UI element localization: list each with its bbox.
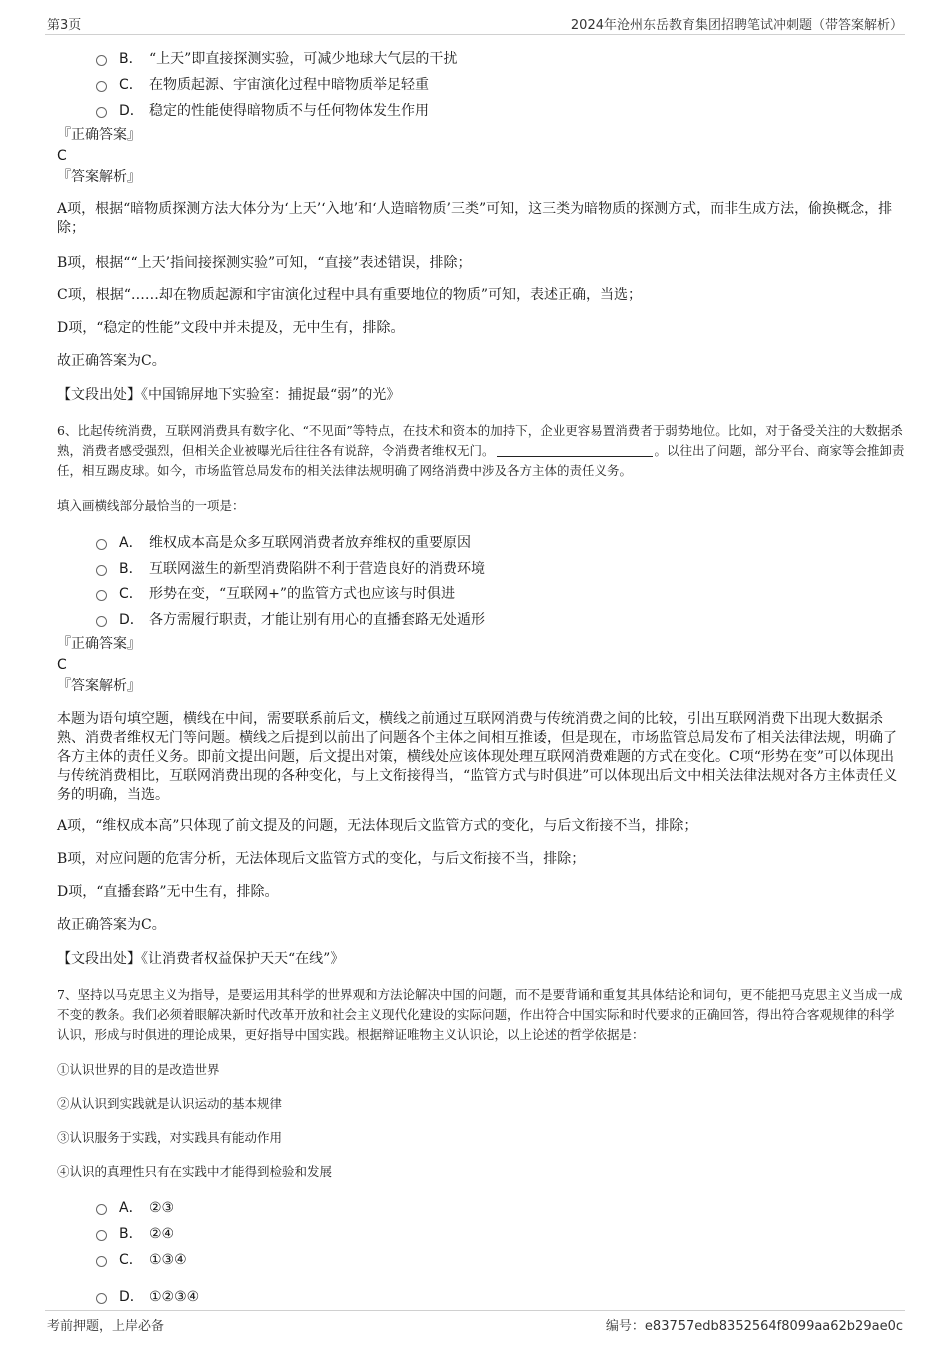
document-id: 编号：e83757edb8352564f8099aa62b29ae0c [605,1319,903,1334]
page-footer [45,1310,905,1339]
q6-answer: C [57,657,67,673]
q7-item-3: ③认识服务于实践，对实践具有能动作用 [57,1130,283,1145]
q5-answer-label: 『正确答案』 [57,127,141,143]
q5-analysis-d: D项，“稳定的性能”文段中并未提及，无中生有，排除。 [57,320,405,336]
footer-slogan: 考前押题，上岸必备 [47,1319,165,1334]
page-header [45,14,905,35]
radio-icon[interactable] [96,616,107,627]
radio-icon[interactable] [96,590,107,601]
radio-icon[interactable] [96,1204,107,1215]
q7-option-b[interactable]: B． ②④ [96,1223,174,1243]
q6-analysis-a: A项，“维权成本高”只体现了前文提及的问题，无法体现后文监管方式的变化，与后文衔接不当，排除； [57,818,698,834]
q5-analysis-label: 『答案解析』 [57,169,141,185]
q5-option-c[interactable]: C． 在物质起源、宇宙演化过程中暗物质举足轻重 [96,74,429,94]
q5-analysis-b: B项，根据““上天’指间接探测实验”可知，“直接”表述错误，排除； [57,255,472,271]
q5-conclusion: 故正确答案为C。 [57,353,166,369]
q7-option-d[interactable]: D． ①②③④ [96,1286,199,1306]
radio-icon[interactable] [96,107,107,118]
radio-icon[interactable] [96,1230,107,1241]
q6-analysis-label: 『答案解析』 [57,678,141,694]
q5-answer: C [57,148,67,164]
q5-analysis-c: C项，根据“……却在物质起源和宇宙演化过程中具有重要地位的物质”可知，表述正确，当选； [57,287,643,303]
q7-stem: 7、坚持以马克思主义为指导，是要运用其科学的世界观和方法论解决中国的问题，而不是要背诵和重复其具体结论和词句，更不能把马克思主义当成一成不变的教条。我们必须着眼解决新时代改革开放和社会主义现代化建设的实际问题，作出符合中国实际和时代要求的正确回答，得出符合客观规律的科学认识，形成与时俱进的理论成果，更好指导中国实践。根据辩证唯物主义认识论，以上论述的哲学依据是： [57,987,903,1042]
q5-option-b[interactable]: B． “上天”即直接探测实验，可减少地球大气层的干扰 [96,48,457,68]
q5-source: 【文段出处】《中国锦屏地下实验室：捕捉最“弱”的光》 [57,387,401,403]
q6-option-d[interactable]: D． 各方需履行职责，才能让别有用心的直播套路无处遁形 [96,609,485,629]
q6-option-b[interactable]: B． 互联网滋生的新型消费陷阱不利于营造良好的消费环境 [96,558,485,578]
q6-answer-label: 『正确答案』 [57,636,141,652]
q7-option-c[interactable]: C． ①③④ [96,1249,187,1269]
q6-stem: 6、比起传统消费，互联网消费具有数字化、“不见面”等特点，在技术和资本的加持下，企业更容易置消费者于弱势地位。比如，对于备受关注的大数据杀熟，消费者感受强烈，但相关企业被曝光后往往各有说辞，令消费者维权无门。 。以往出了问题，部分平台、商家等会推卸责任，相互踢皮球。如今，市场监管总局发布的相关法律法规明确了网络消费中涉及各方主体的责任义务。 [57,423,905,478]
radio-icon[interactable] [96,81,107,92]
radio-icon[interactable] [96,1256,107,1267]
q6-analysis-d: D项，“直播套路”无中生有，排除。 [57,884,279,900]
q7-item-1: ①认识世界的目的是改造世界 [57,1062,220,1077]
q5-option-d[interactable]: D． 稳定的性能使得暗物质不与任何物体发生作用 [96,100,429,120]
q6-conclusion: 故正确答案为C。 [57,917,166,933]
q6-option-a[interactable]: A． 维权成本高是众多互联网消费者放弃维权的重要原因 [96,532,471,552]
radio-icon[interactable] [96,1293,107,1304]
fill-blank[interactable] [497,444,653,457]
radio-icon[interactable] [96,55,107,66]
q6-prompt: 填入画横线部分最恰当的一项是： [57,498,245,513]
q5-analysis-a: A项，根据“暗物质探测方法大体分为‘上天’‘入地’和‘人造暗物质’三类”可知，这三类为暗物质的探测方式，而非生成方法，偷换概念，排除； [57,201,893,236]
q7-item-2: ②从认识到实践就是认识运动的基本规律 [57,1096,283,1111]
page-number: 第3页 [47,18,82,33]
q6-source: 【文段出处】《让消费者权益保护天天“在线”》 [57,951,345,967]
q6-analysis-main: 本题为语句填空题，横线在中间，需要联系前后文，横线之前通过互联网消费与传统消费之间的比较，引出互联网消费下出现大数据杀熟、消费者维权无门等问题。横线之后提到以前出了问题各个主体之间相互推诿，但是现在，市场监管总局发布了相关法律法规，明确了各方主体的责任义务。即前文提出问题，后文提出对策，横线处应该体现处理互联网消费难题的方式在变化。C项“形势在变”可以体现出与传统消费相比，互联网消费出现的各种变化，与上文衔接得当，“监管方式与时俱进”可以体现出后文中相关法律法规对各方主体责任义务的明确，当选。 [57,711,898,803]
q7-item-4: ④认识的真理性只有在实践中才能得到检验和发展 [57,1164,333,1179]
radio-icon[interactable] [96,565,107,576]
document-title: 2024年沧州东岳教育集团招聘笔试冲刺题（带答案解析） [570,18,903,33]
q7-option-a[interactable]: A． ②③ [96,1197,174,1217]
q6-analysis-b: B项，对应问题的危害分析，无法体现后文监管方式的变化，与后文衔接不当，排除； [57,851,586,867]
radio-icon[interactable] [96,539,107,550]
q6-option-c[interactable]: C． 形势在变，“互联网+”的监管方式也应该与时俱进 [96,583,455,603]
